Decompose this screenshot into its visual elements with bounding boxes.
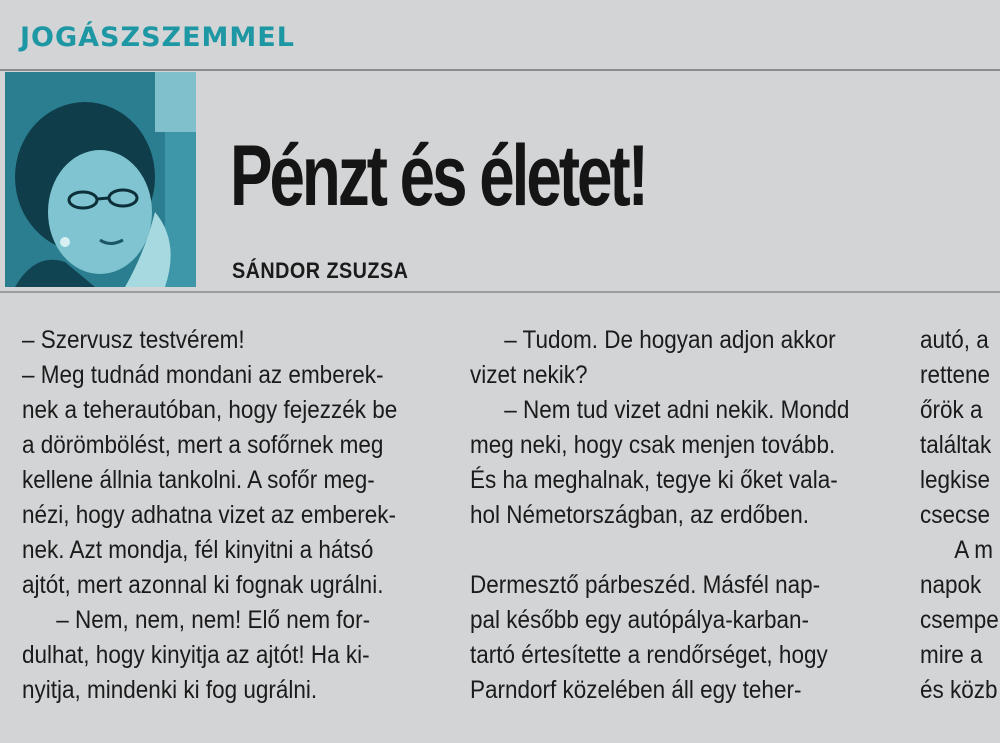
text-line: – Meg tudnád mondani az emberek- bbox=[22, 361, 384, 389]
text-line: rettene bbox=[920, 361, 991, 389]
text-line: és közb bbox=[920, 676, 998, 704]
text-line: Parndorf közelében áll egy teher- bbox=[470, 676, 802, 704]
article-column-2 bbox=[470, 323, 890, 723]
text-line: dulhat, hogy kinyitja az ajtót! Ha ki- bbox=[22, 641, 370, 669]
article-column-3 bbox=[920, 323, 1000, 723]
text-line: kellene állnia tankolni. A sofőr meg- bbox=[22, 466, 375, 494]
text-line: találtak bbox=[920, 431, 992, 459]
text-line: – Nem, nem, nem! Elő nem for- bbox=[56, 606, 371, 634]
text-line: nézi, hogy adhatna vizet az emberek- bbox=[22, 501, 396, 529]
text-line: És ha meghalnak, tegye ki őket vala- bbox=[470, 466, 838, 494]
section-rubric: JOGÁSZSZEMMEL bbox=[20, 22, 295, 53]
body-divider bbox=[0, 291, 1000, 293]
text-line: pal később egy autópálya-karban- bbox=[470, 606, 809, 634]
text-line: nek. Azt mondja, fél kinyitni a hátsó bbox=[22, 536, 374, 564]
text-line: hol Németországban, az erdőben. bbox=[470, 501, 809, 529]
text-line: a dörömbölést, mert a sofőrnek meg bbox=[22, 431, 384, 459]
text-line: meg neki, hogy csak menjen tovább. bbox=[470, 431, 836, 459]
article-column-1 bbox=[22, 323, 452, 723]
header-divider bbox=[0, 69, 1000, 71]
text-line: autó, a bbox=[920, 326, 989, 354]
text-line: nyitja, mindenki ki fog ugrálni. bbox=[22, 676, 318, 704]
text-line: nek a teherautóban, hogy fejezzék be bbox=[22, 396, 398, 424]
text-line: őrök a bbox=[920, 396, 983, 424]
paragraph-gap bbox=[470, 533, 848, 568]
text-line: – Nem tud vizet adni nekik. Mondd bbox=[504, 396, 850, 424]
text-line: ajtót, mert azonnal ki fognak ugrálni. bbox=[22, 571, 384, 599]
text-line: – Szervusz testvérem! bbox=[22, 326, 245, 354]
text-line: mire a bbox=[920, 641, 983, 669]
article-byline: SÁNDOR ZSUZSA bbox=[232, 258, 409, 283]
text-line: vizet nekik? bbox=[470, 361, 588, 389]
author-portrait-photo bbox=[5, 72, 196, 287]
text-line: legkise bbox=[920, 466, 991, 494]
text-line: csempe bbox=[920, 606, 999, 634]
text-line: – Tudom. De hogyan adjon akkor bbox=[504, 326, 836, 354]
text-line: csecse bbox=[920, 501, 991, 529]
text-line: A m bbox=[954, 536, 993, 564]
article-headline: Pénzt és életet! bbox=[230, 128, 646, 224]
text-line: Dermesztő párbeszéd. Másfél nap- bbox=[470, 571, 821, 599]
text-line: tartó értesítette a rendőrséget, hogy bbox=[470, 641, 828, 669]
text-line: napok bbox=[920, 571, 982, 599]
